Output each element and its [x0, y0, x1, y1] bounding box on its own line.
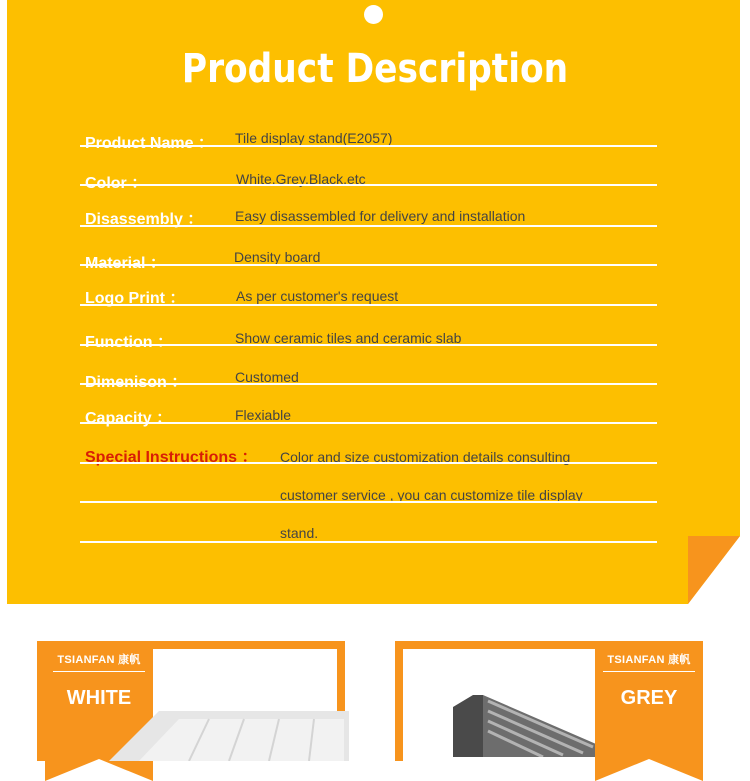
row-divider: [80, 383, 657, 385]
page-title: Product Description: [181, 46, 569, 92]
label-disassembly: Disassembly ：: [85, 211, 204, 228]
row-divider: [80, 145, 657, 147]
label-capacity: Capacity ：: [85, 410, 173, 427]
row-divider: [80, 501, 657, 503]
special-instructions-line-3: stand.: [280, 525, 319, 541]
value-color: White,Grey,Black.etc: [236, 171, 366, 187]
row-divider: [80, 541, 657, 543]
value-material: Density board: [234, 249, 321, 265]
special-instructions-line-1: Color and size customization details consulting: [280, 449, 571, 465]
label-material: Material ：: [85, 255, 166, 272]
color-ribbon-grey: [595, 641, 703, 759]
white-stand-image: [69, 701, 349, 761]
color-label-grey: GREY: [620, 687, 678, 709]
row-divider: [80, 462, 657, 464]
color-label-white: WHITE: [66, 687, 132, 709]
row-divider: [80, 184, 657, 186]
value-product-name: Tile display stand(E2057): [235, 130, 393, 146]
hang-hole: [364, 5, 383, 24]
row-divider: [80, 225, 657, 227]
label-dimension: Dimenison ：: [85, 374, 188, 391]
value-dimension: Customed: [235, 369, 299, 385]
label-logo-print: Logo Print ：: [85, 290, 186, 307]
label-function: Function ：: [85, 334, 173, 351]
row-divider: [80, 304, 657, 306]
value-capacity: Flexiable: [235, 407, 292, 423]
row-divider: [80, 264, 657, 266]
label-product-name: Product Name ：: [85, 135, 214, 152]
product-card-grey: [395, 641, 703, 761]
value-logo-print: As per customer's request: [236, 288, 399, 304]
folded-corner: [688, 536, 740, 604]
ribbon-divider: [53, 671, 145, 672]
row-divider: [80, 422, 657, 424]
value-function: Show ceramic tiles and ceramic slab: [235, 330, 462, 346]
product-card-white: [37, 641, 345, 761]
grey-stand-image: [443, 687, 613, 757]
value-disassembly: Easy disassembled for delivery and installation: [235, 208, 526, 224]
label-color: Color ：: [85, 175, 148, 192]
ribbon-divider: [603, 671, 695, 672]
brand-logo: TSIANFAN 康帆: [607, 654, 691, 666]
special-instructions-line-2: customer service , you can customize tile display: [280, 487, 583, 503]
label-special-instructions: Special Instructions ：: [85, 449, 258, 466]
brand-logo: TSIANFAN 康帆: [57, 654, 141, 666]
row-divider: [80, 344, 657, 346]
